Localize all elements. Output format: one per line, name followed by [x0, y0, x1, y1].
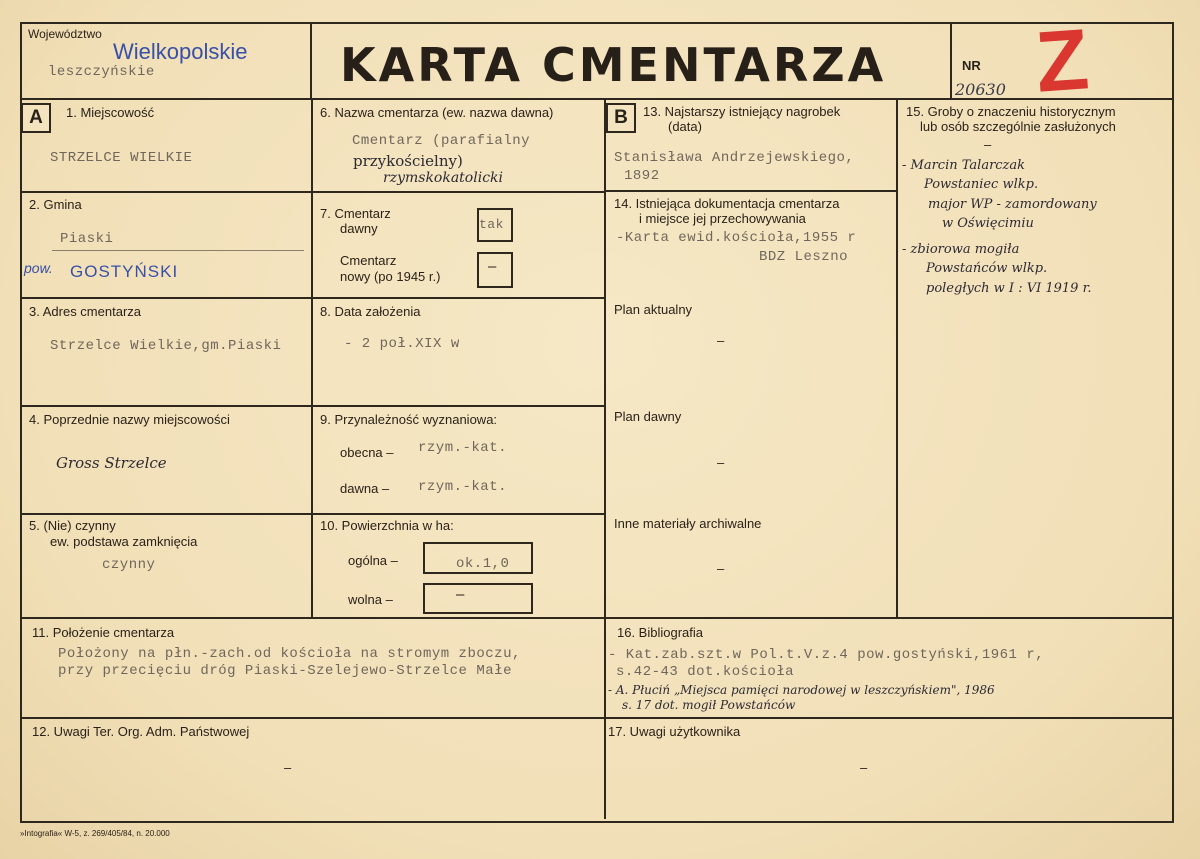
print-info: »Intografia« W-5, z. 269/405/84, n. 20.000 — [20, 829, 170, 838]
nr-label: NR — [962, 58, 981, 73]
field-15-entry: - Marcin Talarczak — [902, 158, 1026, 173]
plan-current-label: Plan aktualny — [614, 302, 693, 317]
field-16-value-1: - Kat.zab.szt.w Pol.t.V.z.4 pow.gostyński,1961 r, — [608, 647, 1045, 663]
field-17-label: 17. Uwagi użytkownika — [608, 724, 741, 739]
field-15-entry: Powstaniec wlkp. — [924, 177, 1039, 192]
other-materials-label: Inne materiały archiwalne — [614, 516, 762, 531]
field-2-pow-value: GOSTYŃSKI — [70, 262, 179, 281]
field-7-new-label-1: Cmentarz — [340, 253, 397, 268]
field-13-value-1: Stanisława Andrzejewskiego, — [614, 150, 855, 166]
section-b-badge: B — [606, 103, 636, 133]
field-10-free-value: – — [456, 586, 465, 603]
field-2-underline — [52, 250, 304, 251]
field-9-current-value: rzym.-kat. — [418, 440, 508, 456]
field-12-value: – — [284, 760, 292, 775]
row-divider-4 — [20, 513, 605, 515]
field-14-label-1: 14. Istniejąca dokumentacja cmentarza — [614, 196, 840, 211]
voivodeship-label: Województwo — [28, 27, 102, 41]
field-10-free-label: wolna – — [348, 592, 393, 607]
section-a-badge: A — [21, 103, 51, 133]
field-6-value-2: przykościelny) — [353, 152, 463, 170]
row-divider-a1 — [20, 191, 605, 193]
row-divider-5 — [20, 617, 1172, 619]
row-divider-b1 — [604, 190, 897, 192]
field-15-entry: Powstańców wlkp. — [926, 261, 1048, 276]
field-7-label: 7. Cmentarz — [320, 206, 391, 221]
field-15-entry: - zbiorowa mogiła — [902, 242, 1020, 257]
voivodeship-stamp: Wielkopolskie — [113, 39, 248, 64]
field-2-pow-prefix: pow. — [24, 260, 53, 276]
field-4-value: Gross Strzelce — [56, 454, 167, 472]
col-divider-b — [604, 98, 606, 819]
field-10-label: 10. Powierzchnia w ha: — [320, 518, 454, 533]
field-16-value-3: - A. Płuciń „Miejsca pamięci narodowej w leszczyńskiem", 1986 — [608, 683, 995, 697]
field-5-label-2: ew. podstawa zamknięcia — [50, 534, 198, 549]
field-11-label: 11. Położenie cmentarza — [32, 625, 175, 640]
field-6-label: 6. Nazwa cmentarza (ew. nazwa dawna) — [320, 105, 554, 120]
field-14-value-1: -Karta ewid.kościoła,1955 r — [616, 230, 857, 246]
field-14-value-2: BDZ Leszno — [759, 249, 849, 265]
field-15-entry: w Oświęcimiu — [942, 216, 1034, 231]
col-divider-c — [896, 98, 898, 618]
red-mark: Z — [1032, 11, 1092, 111]
field-7-old-value: tak — [479, 217, 504, 232]
plan-old-value: – — [717, 455, 725, 470]
field-15-entry: major WP - zamordowany — [928, 197, 1097, 212]
field-7-new-value: – — [488, 258, 497, 275]
field-10-total-value: ok.1,0 — [456, 556, 510, 572]
voivodeship-typed: leszczyńskie — [48, 64, 155, 80]
field-10-free-box — [423, 583, 533, 614]
plan-current-value: – — [717, 333, 725, 348]
field-7-old-label: dawny — [340, 221, 378, 236]
field-9-former-value: rzym.-kat. — [418, 479, 508, 495]
field-6-value-3: rzymskokatolicki — [383, 170, 503, 186]
field-17-value: – — [860, 760, 868, 775]
field-14-label-2: i miejsce jej przechowywania — [639, 211, 806, 226]
field-10-total-label: ogólna – — [348, 553, 398, 568]
header-divider-2 — [950, 22, 952, 100]
field-15-entry: poległych w I : VI 1919 r. — [926, 281, 1092, 296]
field-8-label: 8. Data założenia — [320, 304, 421, 319]
field-7-new-label-2: nowy (po 1945 r.) — [340, 269, 441, 284]
row-divider-3 — [20, 405, 605, 407]
field-16-label: 16. Bibliografia — [617, 625, 703, 640]
field-2-value: Piaski — [60, 231, 114, 247]
field-11-value-1: Położony na płn.-zach.od kościoła na stromym zboczu, — [58, 646, 521, 662]
field-16-value-2: s.42-43 dot.kościoła — [616, 664, 795, 680]
field-2-label: 2. Gmina — [29, 197, 82, 212]
card-title: KARTA CMENTARZA — [340, 38, 887, 92]
field-15-label-1: 15. Groby o znaczeniu historycznym — [906, 104, 1116, 119]
field-11-value-2: przy przecięciu dróg Piaski-Szelejewo-Strzelce Małe — [58, 663, 512, 679]
field-4-label: 4. Poprzednie nazwy miejscowości — [29, 412, 230, 427]
header-divider-1 — [310, 22, 312, 100]
field-15-label-2: lub osób szczególnie zasłużonych — [920, 119, 1116, 134]
field-9-former-label: dawna – — [340, 481, 390, 496]
field-6-value-1: Cmentarz (parafialny — [352, 133, 531, 149]
field-13-label-2: (data) — [668, 119, 702, 134]
field-12-label: 12. Uwagi Ter. Org. Adm. Państwowej — [32, 724, 250, 739]
field-9-label: 9. Przynależność wyznaniowa: — [320, 412, 498, 427]
field-3-label: 3. Adres cmentarza — [29, 304, 141, 319]
field-9-current-label: obecna – — [340, 445, 394, 460]
row-divider-2 — [20, 297, 605, 299]
field-1-label: 1. Miejscowość — [66, 105, 155, 120]
nr-value: 20630 — [955, 80, 1006, 99]
field-5-label-1: 5. (Nie) czynny — [29, 518, 116, 533]
row-divider-6 — [20, 717, 1172, 719]
other-materials-value: – — [717, 561, 725, 576]
field-5-value: czynny — [102, 557, 156, 573]
field-16-value-4: s. 17 dot. mogił Powstańców — [622, 698, 796, 712]
field-13-label-1: 13. Najstarszy istniejący nagrobek — [643, 104, 841, 119]
field-1-value: STRZELCE WIELKIE — [50, 150, 193, 166]
field-3-value: Strzelce Wielkie,gm.Piaski — [50, 338, 282, 354]
field-15-dash: – — [984, 137, 992, 152]
field-13-value-2: 1892 — [624, 168, 660, 184]
col-divider-a — [311, 98, 313, 618]
plan-old-label: Plan dawny — [614, 409, 682, 424]
field-8-value: - 2 poł.XIX w — [344, 336, 460, 352]
